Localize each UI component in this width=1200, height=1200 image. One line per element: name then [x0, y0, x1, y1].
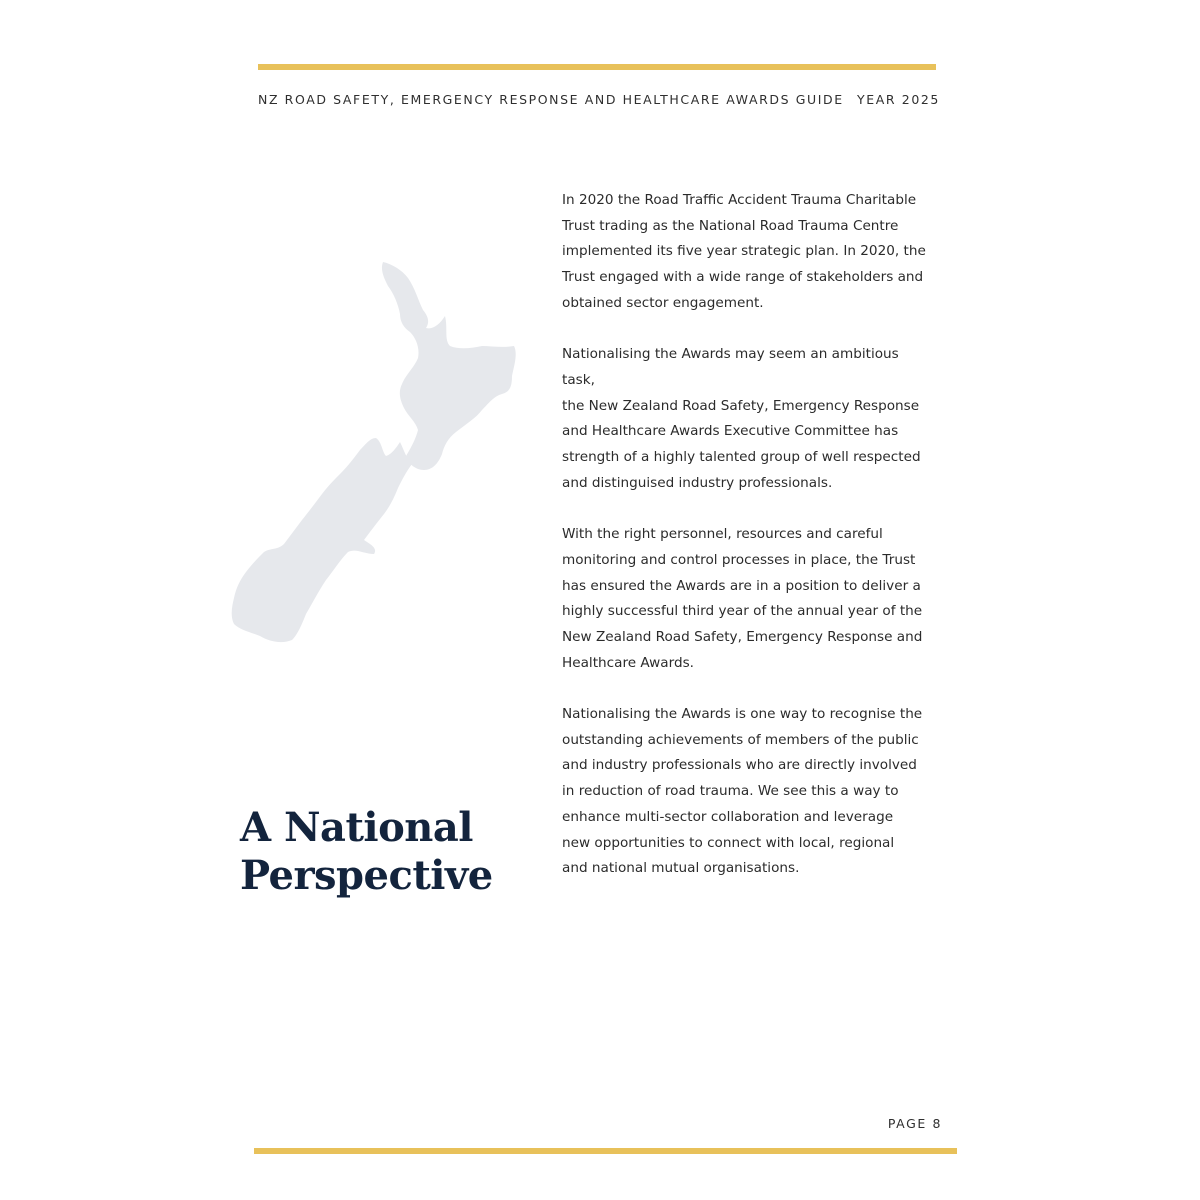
paragraph-1 — [562, 188, 946, 317]
bottom-accent-rule — [254, 1148, 957, 1154]
text-line: strength of a highly talented group of well respected — [562, 449, 921, 466]
page-title — [240, 804, 493, 900]
body-text — [562, 188, 946, 908]
paragraph-4 — [562, 702, 946, 882]
text-line: outstanding achievements of members of the public — [562, 731, 919, 748]
text-line: In 2020 the Road Traffic Accident Trauma Charitable — [562, 192, 917, 208]
top-accent-rule — [258, 64, 936, 70]
south-island-shape — [232, 438, 412, 642]
text-line: enhance multi-sector collaboration and leverage — [562, 808, 894, 825]
text-line: in reduction of road trauma. We see this a way to — [562, 783, 899, 800]
text-line: monitoring and control processes in place, the Trust — [562, 551, 916, 568]
paragraph-3 — [562, 522, 946, 676]
page-number: PAGE 8 — [887, 1116, 942, 1131]
paragraph-2 — [562, 342, 946, 496]
text-line: and national mutual organisations. — [562, 860, 800, 877]
text-line: the New Zealand Road Safety, Emergency Response — [562, 397, 920, 414]
text-line: highly successful third year of the annual year of the — [562, 603, 923, 620]
text-line: task, — [562, 371, 595, 388]
text-line: Healthcare Awards. — [562, 654, 694, 671]
guide-year: YEAR 2025 — [857, 92, 940, 107]
page-title-line-1: A National — [240, 804, 473, 851]
text-line: New Zealand Road Safety, Emergency Response and — [562, 628, 923, 645]
text-line: implemented its five year strategic plan. In 2020, the — [562, 243, 926, 260]
text-line: and distinguised industry professionals. — [562, 474, 833, 491]
text-line: With the right personnel, resources and careful — [562, 526, 883, 543]
text-line: new opportunities to connect with local, regional — [562, 834, 895, 851]
page-title-line-2: Perspective — [240, 852, 493, 899]
north-island-shape — [382, 262, 516, 470]
text-line: Trust trading as the National Road Trauma Centre — [562, 217, 899, 234]
text-line: Nationalising the Awards is one way to recognise the — [562, 706, 923, 723]
text-line: Nationalising the Awards may seem an ambitious — [562, 346, 899, 363]
text-line: and Healthcare Awards Executive Committee has — [562, 423, 899, 440]
text-line: has ensured the Awards are in a position to deliver a — [562, 577, 921, 594]
guide-title: NZ ROAD SAFETY, EMERGENCY RESPONSE AND HEALTHCARE AWARDS GUIDE — [258, 92, 844, 107]
text-line: and industry professionals who are directly involved — [562, 757, 917, 774]
text-line: Trust engaged with a wide range of stakeholders and — [562, 269, 924, 286]
page-header — [258, 92, 940, 107]
new-zealand-map-icon — [230, 258, 520, 648]
text-line: obtained sector engagement. — [562, 294, 764, 311]
